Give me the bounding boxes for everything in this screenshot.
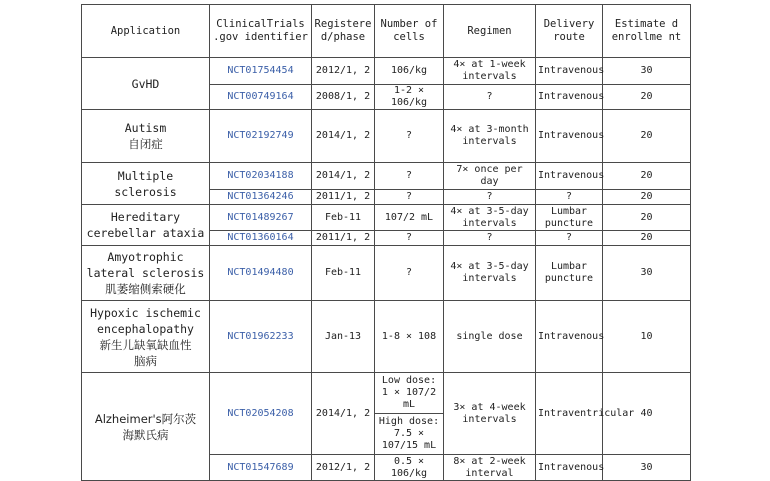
- regimen-cell: 8× at 2-week interval: [444, 455, 536, 481]
- header-phase: Registere d/phase: [312, 5, 375, 58]
- phase-cell: 2008/1, 2: [312, 85, 375, 110]
- phase-cell: Jan-13: [312, 301, 375, 373]
- phase-cell: 2012/1, 2: [312, 58, 375, 85]
- trial-id-link[interactable]: NCT01489267: [210, 205, 312, 231]
- cells-cell: ?: [375, 110, 444, 163]
- trial-id-link[interactable]: NCT01754454: [210, 58, 312, 85]
- header-row: [82, 5, 691, 58]
- cells-cell: ?: [375, 163, 444, 190]
- route-cell: Intravenous: [536, 301, 603, 373]
- enrollment-cell: 30: [603, 246, 691, 301]
- trial-id-link[interactable]: NCT02034188: [210, 163, 312, 190]
- high-dose-text: High dose: 7.5 × 107/15 mL: [378, 416, 440, 451]
- regimen-cell: 3× at 4-week intervals: [444, 373, 536, 455]
- regimen-cell: ?: [444, 85, 536, 110]
- enrollment-cell: 20: [603, 205, 691, 231]
- table-row: [82, 58, 691, 85]
- regimen-cell: 4× at 3-month intervals: [444, 110, 536, 163]
- cells-cell: 1-8 × 108: [375, 301, 444, 373]
- header-identifier: ClinicalTrials .gov identifier: [210, 5, 312, 58]
- cells-cell: 1-2 × 106/kg: [375, 85, 444, 110]
- trial-id-link[interactable]: NCT02054208: [210, 373, 312, 455]
- trial-id-link[interactable]: NCT01494480: [210, 246, 312, 301]
- phase-cell: 2014/1, 2: [312, 163, 375, 190]
- route-cell: Lumbar puncture: [536, 205, 603, 231]
- enrollment-cell: 10: [603, 301, 691, 373]
- regimen-cell: single dose: [444, 301, 536, 373]
- cells-cell: ?: [375, 231, 444, 246]
- enrollment-cell: 20: [603, 85, 691, 110]
- application-cell: Multiple sclerosis: [82, 163, 210, 205]
- cells-cell: 106/kg: [375, 58, 444, 85]
- phase-cell: 2011/1, 2: [312, 231, 375, 246]
- trial-id-link[interactable]: NCT01364246: [210, 190, 312, 205]
- enrollment-cell: 20: [603, 190, 691, 205]
- enrollment-cell: 20: [603, 110, 691, 163]
- enrollment-cell: 20: [603, 163, 691, 190]
- enrollment-cell: 40: [603, 373, 691, 455]
- application-cell: GvHD: [82, 58, 210, 110]
- table-row: [82, 163, 691, 190]
- enrollment-cell: 30: [603, 58, 691, 85]
- cells-cell: ?: [375, 190, 444, 205]
- phase-cell: 2011/1, 2: [312, 190, 375, 205]
- header-enrollment: Estimate d enrollme nt: [603, 5, 691, 58]
- trial-id-link[interactable]: NCT01360164: [210, 231, 312, 246]
- table-row: [82, 110, 691, 163]
- trials-table-container: [81, 4, 691, 481]
- cells-cell: 107/2 mL: [375, 205, 444, 231]
- regimen-cell: 4× at 1-week intervals: [444, 58, 536, 85]
- route-cell: Intravenous: [536, 58, 603, 85]
- phase-cell: 2014/1, 2: [312, 373, 375, 455]
- header-route: Delivery route: [536, 5, 603, 58]
- regimen-cell: ?: [444, 190, 536, 205]
- table-row: [82, 246, 691, 301]
- route-cell: Intravenous: [536, 455, 603, 481]
- trials-table: [81, 4, 691, 481]
- phase-cell: 2014/1, 2: [312, 110, 375, 163]
- route-cell: Intravenous: [536, 110, 603, 163]
- table-row: [82, 205, 691, 231]
- application-cell: Hereditary cerebellar ataxia: [82, 205, 210, 246]
- phase-cell: Feb-11: [312, 246, 375, 301]
- application-cell: Hypoxic ischemic encephalopathy 新生儿缺氧缺血性 脑病: [82, 301, 210, 373]
- regimen-cell: ?: [444, 231, 536, 246]
- phase-cell: 2012/1, 2: [312, 455, 375, 481]
- regimen-cell: 4× at 3-5-day intervals: [444, 205, 536, 231]
- header-cells: Number of cells: [375, 5, 444, 58]
- route-cell: ?: [536, 231, 603, 246]
- enrollment-cell: 20: [603, 231, 691, 246]
- cells-cell: 0.5 × 106/kg: [375, 455, 444, 481]
- route-cell: Lumbar puncture: [536, 246, 603, 301]
- trial-id-link[interactable]: NCT01547689: [210, 455, 312, 481]
- phase-cell: Feb-11: [312, 205, 375, 231]
- low-dose-text: Low dose: 1 × 107/2 mL: [375, 373, 443, 414]
- table-row: [82, 373, 691, 455]
- enrollment-cell: 30: [603, 455, 691, 481]
- application-cell: Amyotrophic lateral sclerosis 肌萎缩侧索硬化: [82, 246, 210, 301]
- cells-cell: ?: [375, 246, 444, 301]
- table-row: [82, 301, 691, 373]
- cells-cell: [375, 373, 444, 455]
- route-cell: Intraventricular: [536, 373, 603, 455]
- header-application: Application: [82, 5, 210, 58]
- route-cell: Intravenous: [536, 163, 603, 190]
- route-cell: Intravenous: [536, 85, 603, 110]
- regimen-cell: 7× once per day: [444, 163, 536, 190]
- application-cell: Autism 自闭症: [82, 110, 210, 163]
- trial-id-link[interactable]: NCT01962233: [210, 301, 312, 373]
- trial-id-link[interactable]: NCT00749164: [210, 85, 312, 110]
- regimen-cell: 4× at 3-5-day intervals: [444, 246, 536, 301]
- trial-id-link[interactable]: NCT02192749: [210, 110, 312, 163]
- route-cell: ?: [536, 190, 603, 205]
- application-cell: Alzheimer's阿尔茨 海默氏病: [82, 373, 210, 481]
- header-regimen: Regimen: [444, 5, 536, 58]
